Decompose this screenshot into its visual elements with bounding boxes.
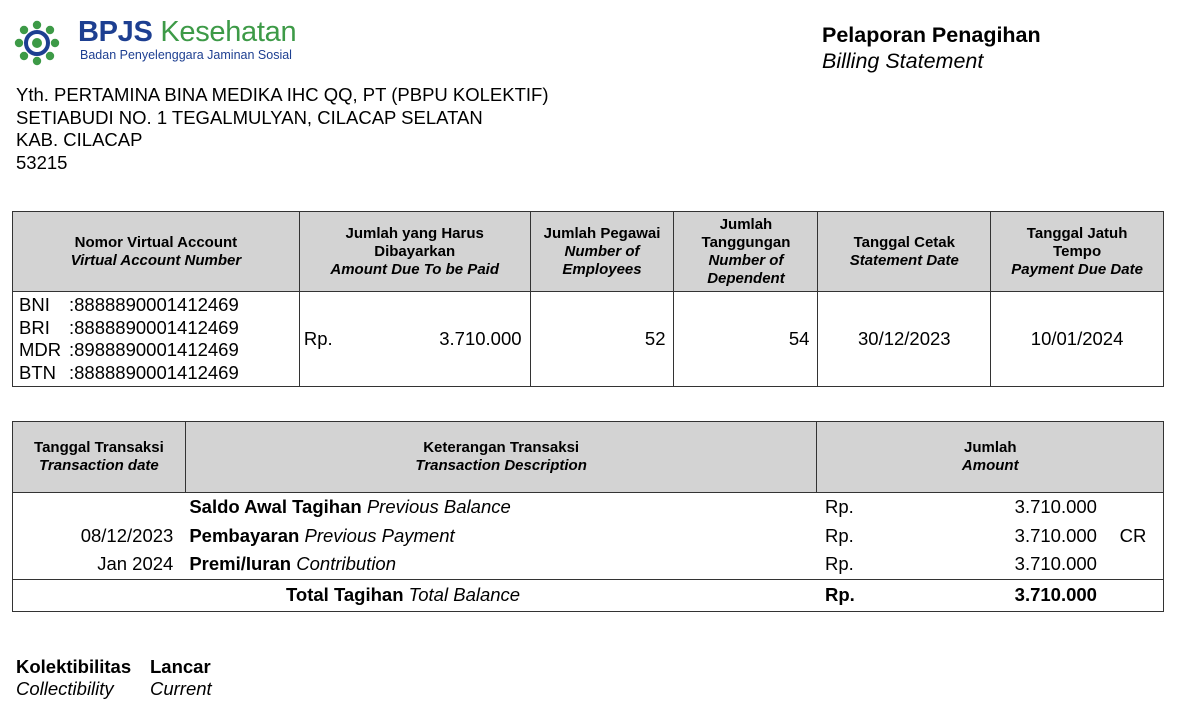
collectibility-value: Lancar <box>150 656 211 677</box>
logo-subtitle: Badan Penyelenggara Jaminan Sosial <box>80 48 292 62</box>
document-title-block <box>822 22 1041 74</box>
header-amount-due: Jumlah yang Harus Dibayarkan Amount Due To be Paid <box>299 212 530 292</box>
header-transaction-description: Keterangan Transaksi Transaction Description <box>185 422 817 493</box>
header-amount: Jumlah Amount <box>817 422 1164 493</box>
address-line: SETIABUDI NO. 1 TEGALMULYAN, CILACAP SELATAN <box>16 106 483 128</box>
total-amount: Rp. 3.710.000 <box>817 579 1164 611</box>
virtual-account-row: BNI :8888890001412469 <box>19 294 239 315</box>
transaction-row <box>13 493 1164 522</box>
document-subtitle: Billing Statement <box>822 49 984 73</box>
employees-value: 52 <box>530 292 674 387</box>
transactions-table <box>12 421 1164 612</box>
collectibility-label: Kolektibilitas <box>16 656 132 677</box>
collectibility-label-en: Collectibility <box>16 678 114 699</box>
transaction-date: 08/12/2023 <box>13 522 186 551</box>
transaction-row <box>13 522 1164 551</box>
virtual-account-list <box>13 292 300 387</box>
total-label: Total Tagihan Total Balance <box>13 579 817 611</box>
dependents-value: 54 <box>674 292 818 387</box>
header-statement-date: Tanggal Cetak Statement Date <box>818 212 991 292</box>
amount-due-value: 3.710.000 <box>439 328 522 349</box>
transaction-amount: Rp. 3.710.000 CR <box>817 522 1164 551</box>
virtual-account-row: BRI :8888890001412469 <box>19 316 239 338</box>
header-due-date: Tanggal Jatuh Tempo Payment Due Date <box>991 212 1164 292</box>
transaction-date: Jan 2024 <box>13 550 186 579</box>
transaction-amount: Rp. 3.710.000 <box>817 550 1164 579</box>
collectibility-value-en: Current <box>150 678 212 699</box>
billing-summary-table <box>12 211 1164 387</box>
summary-header-row <box>13 212 1164 292</box>
transaction-row <box>13 550 1164 579</box>
virtual-account-row: MDR :8988890001412469 <box>19 339 239 360</box>
header-employees: Jumlah Pegawai Number of Employees <box>530 212 674 292</box>
postal-code: 53215 <box>16 151 68 173</box>
transaction-description: Saldo Awal Tagihan Previous Balance <box>189 496 511 518</box>
transaction-amount: Rp. 3.710.000 <box>817 493 1164 522</box>
bpjs-logo <box>14 16 314 68</box>
transactions-header-row <box>13 422 1164 493</box>
header-virtual-account: Nomor Virtual Account Virtual Account Number <box>13 212 300 292</box>
summary-data-row <box>13 292 1164 387</box>
header-transaction-date: Tanggal Transaksi Transaction date <box>13 422 186 493</box>
address-line: KAB. CILACAP <box>16 129 143 150</box>
statement-date-value: 30/12/2023 <box>818 292 991 387</box>
virtual-account-row: BTN :8888890001412469 <box>19 361 239 383</box>
document-title: Pelaporan Penagihan <box>822 23 1041 47</box>
transaction-description: Premi/Iuran Contribution <box>189 553 397 575</box>
logo-brand-text: BPJS Kesehatan <box>78 16 297 48</box>
total-row <box>13 579 1164 611</box>
bpjs-logo-icon <box>14 20 60 66</box>
recipient-address <box>16 84 549 174</box>
collectibility-block <box>16 656 212 700</box>
transaction-description: Pembayaran Previous Payment <box>189 524 455 546</box>
address-line: Yth. PERTAMINA BINA MEDIKA IHC QQ, PT (PBPU KOLEKTIF) <box>16 84 549 105</box>
credit-flag: CR <box>1119 524 1147 546</box>
transaction-date <box>13 493 186 522</box>
header-dependents: Jumlah Tanggungan Number of Dependent <box>674 212 818 292</box>
due-date-value: 10/01/2024 <box>991 292 1164 387</box>
amount-due-cell: Rp. 3.710.000 <box>299 292 530 387</box>
